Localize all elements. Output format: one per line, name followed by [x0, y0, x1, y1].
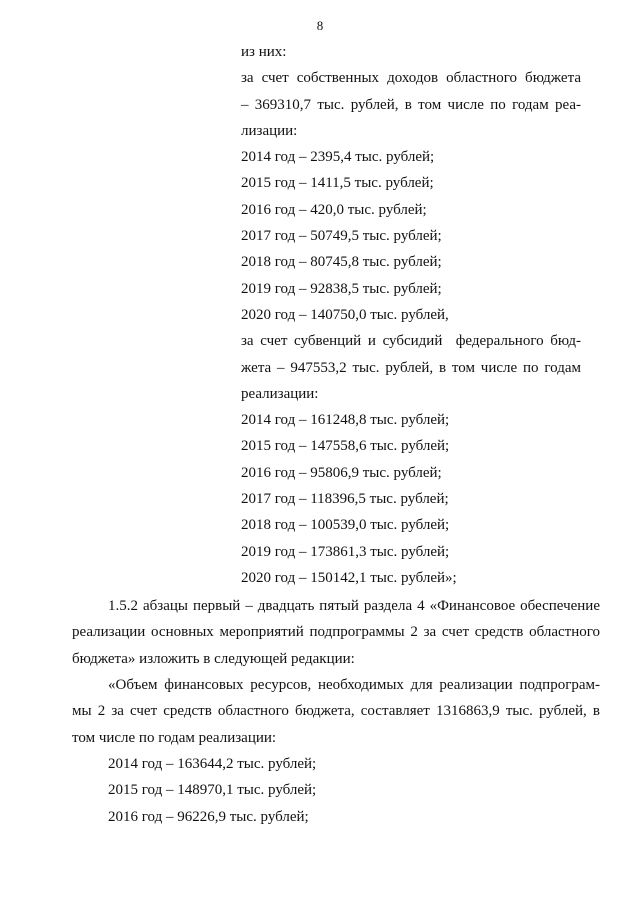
- own-year-2020: 2020 год – 140750,0 тыс. рублей,: [241, 306, 449, 323]
- federal-year-2019: 2019 год – 173861,3 тыс. рублей;: [241, 543, 450, 560]
- federal-year-2018: 2018 год – 100539,0 тыс. рублей;: [241, 517, 450, 534]
- own-year-2015: 2015 год – 1411,5 тыс. рублей;: [241, 175, 434, 192]
- paragraph-volume-line-3: том числе по годам реализации:: [72, 729, 277, 746]
- own-year-2017: 2017 год – 50749,5 тыс. рублей;: [241, 228, 442, 245]
- volume-year-2015: 2015 год – 148970,1 тыс. рублей;: [108, 782, 317, 799]
- own-year-2018: 2018 год – 80745,8 тыс. рублей;: [241, 254, 442, 271]
- federal-year-2014: 2014 год – 161248,8 тыс. рублей;: [241, 412, 450, 429]
- paragraph-1-5-2-line-3: бюджета» изложить в следующей редакции:: [72, 650, 355, 667]
- paragraph-volume: [72, 672, 600, 751]
- intro-line: из них:: [241, 44, 287, 60]
- paragraph-1-5-2-line-2: реализации основных мероприятий подпрограммы 2 за счет средств областного: [72, 624, 600, 641]
- paragraph-1-5-2: [72, 593, 600, 672]
- own-year-2014: 2014 год – 2395,4 тыс. рублей;: [241, 149, 435, 166]
- volume-year-2016: 2016 год – 96226,9 тыс. рублей;: [108, 808, 309, 825]
- paragraph-volume-line-1: «Объем финансовых ресурсов, необходимых для реализации подпрограм-: [108, 677, 600, 693]
- own-year-2016: 2016 год – 420,0 тыс. рублей;: [241, 201, 427, 218]
- paragraph-1-5-2-line-1: 1.5.2 абзацы первый – двадцать пятый раздела 4 «Финансовое обеспечение: [108, 598, 600, 614]
- federal-line-1: за счет субвенций и субсидий федерального бюд-: [241, 333, 581, 350]
- federal-year-2016: 2016 год – 95806,9 тыс. рублей;: [241, 464, 442, 481]
- paragraph-volume-line-2: мы 2 за счет средств областного бюджета, составляет 1316863,9 тыс. рублей, в: [72, 703, 600, 720]
- federal-year-2020: 2020 год – 150142,1 тыс. рублей»;: [241, 569, 457, 586]
- funding-sources-column: [241, 39, 581, 591]
- federal-line-3: реализации:: [241, 385, 319, 402]
- federal-line-2: жета – 947553,2 тыс. рублей, в том числе по годам: [241, 359, 581, 376]
- own-income-line-3: лизации:: [241, 122, 298, 139]
- page-number: 8: [316, 18, 324, 33]
- own-income-line-1: за счет собственных доходов областного бюджета: [241, 70, 581, 87]
- own-year-2019: 2019 год – 92838,5 тыс. рублей;: [241, 280, 442, 297]
- volume-year-2014: 2014 год – 163644,2 тыс. рублей;: [108, 756, 317, 772]
- federal-year-2015: 2015 год – 147558,6 тыс. рублей;: [241, 438, 450, 455]
- federal-year-2017: 2017 год – 118396,5 тыс. рублей;: [241, 491, 449, 508]
- own-income-line-2: – 369310,7 тыс. рублей, в том числе по годам реа-: [241, 96, 581, 113]
- volume-years-list: [108, 751, 316, 830]
